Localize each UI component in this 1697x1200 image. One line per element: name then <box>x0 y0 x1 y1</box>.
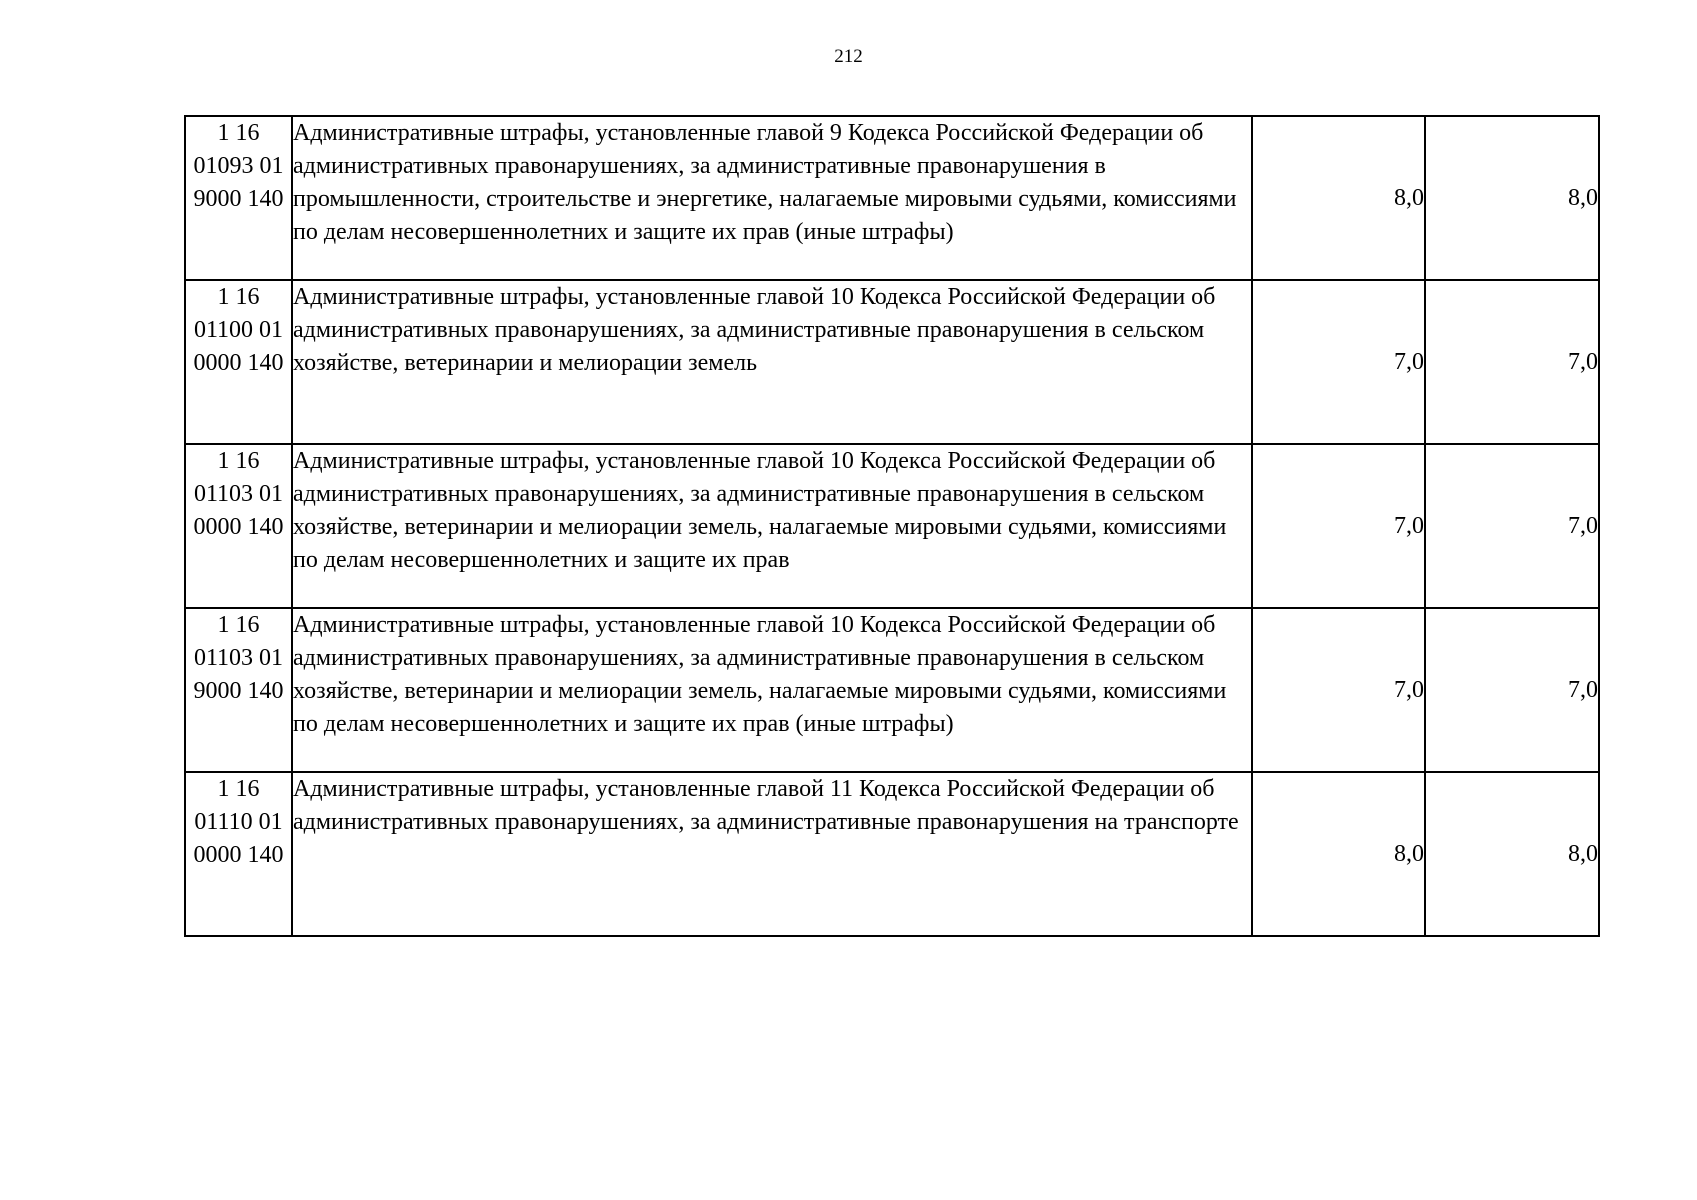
budget-code-line: 0000 140 <box>193 514 284 540</box>
amount-cell-2: 8,0 <box>1425 772 1599 936</box>
amount-cell-2: 7,0 <box>1425 608 1599 772</box>
page-number: 212 <box>834 46 863 67</box>
budget-code-line: 1 16 <box>217 284 260 310</box>
table-row <box>185 772 1599 936</box>
budget-code-line: 1 16 <box>217 612 260 638</box>
budget-code-cell <box>185 772 292 936</box>
budget-code-line: 01110 01 <box>194 809 283 835</box>
description-cell: Административные штрафы, установленные главой 10 Кодекса Российской Федерации об административных правонарушениях, за административные правонарушения в сельском хозяйстве, ветеринарии и мелиорации земель, налагаемые мировыми судьями, комиссиями по делам несовершеннолетних и защите их прав (иные штрафы) <box>292 608 1252 772</box>
description-cell: Административные штрафы, установленные главой 9 Кодекса Российской Федерации об административных правонарушениях, за административные правонарушения в промышленности, строительстве и энергетике, налагаемые мировыми судьями, комиссиями по делам несовершеннолетних и защите их прав (иные штрафы) <box>292 116 1252 280</box>
budget-code-line: 01100 01 <box>193 317 284 343</box>
description-cell: Административные штрафы, установленные главой 10 Кодекса Российской Федерации об административных правонарушениях, за административные правонарушения в сельском хозяйстве, ветеринарии и мелиорации земель <box>292 280 1252 444</box>
amount-cell-1: 7,0 <box>1252 608 1425 772</box>
amount-cell-1: 8,0 <box>1252 772 1425 936</box>
budget-code-line: 1 16 <box>217 776 260 802</box>
budget-code-cell <box>185 116 292 280</box>
budget-code-cell <box>185 608 292 772</box>
budget-code-cell <box>185 280 292 444</box>
budget-code-line: 1 16 <box>217 448 260 474</box>
description-cell: Административные штрафы, установленные главой 10 Кодекса Российской Федерации об административных правонарушениях, за административные правонарушения в сельском хозяйстве, ветеринарии и мелиорации земель, налагаемые мировыми судьями, комиссиями по делам несовершеннолетних и защите их прав <box>292 444 1252 608</box>
amount-cell-2: 7,0 <box>1425 444 1599 608</box>
amount-cell-2: 8,0 <box>1425 116 1599 280</box>
budget-code-line: 1 16 <box>217 120 260 146</box>
table-row <box>185 280 1599 444</box>
description-cell: Административные штрафы, установленные главой 11 Кодекса Российской Федерации об административных правонарушениях, за административные правонарушения на транспорте <box>292 772 1252 936</box>
budget-code-line: 01093 01 <box>193 153 284 179</box>
fines-table <box>184 115 1600 937</box>
amount-cell-2: 7,0 <box>1425 280 1599 444</box>
budget-code-line: 0000 140 <box>193 350 284 376</box>
amount-cell-1: 7,0 <box>1252 444 1425 608</box>
budget-code-line: 01103 01 <box>193 481 284 507</box>
budget-code-cell <box>185 444 292 608</box>
table-row <box>185 444 1599 608</box>
budget-code-line: 9000 140 <box>193 186 284 212</box>
budget-code-line: 0000 140 <box>193 842 284 868</box>
table-row <box>185 608 1599 772</box>
budget-code-line: 9000 140 <box>193 678 284 704</box>
table-row <box>185 116 1599 280</box>
amount-cell-1: 7,0 <box>1252 280 1425 444</box>
amount-cell-1: 8,0 <box>1252 116 1425 280</box>
budget-code-line: 01103 01 <box>193 645 284 671</box>
